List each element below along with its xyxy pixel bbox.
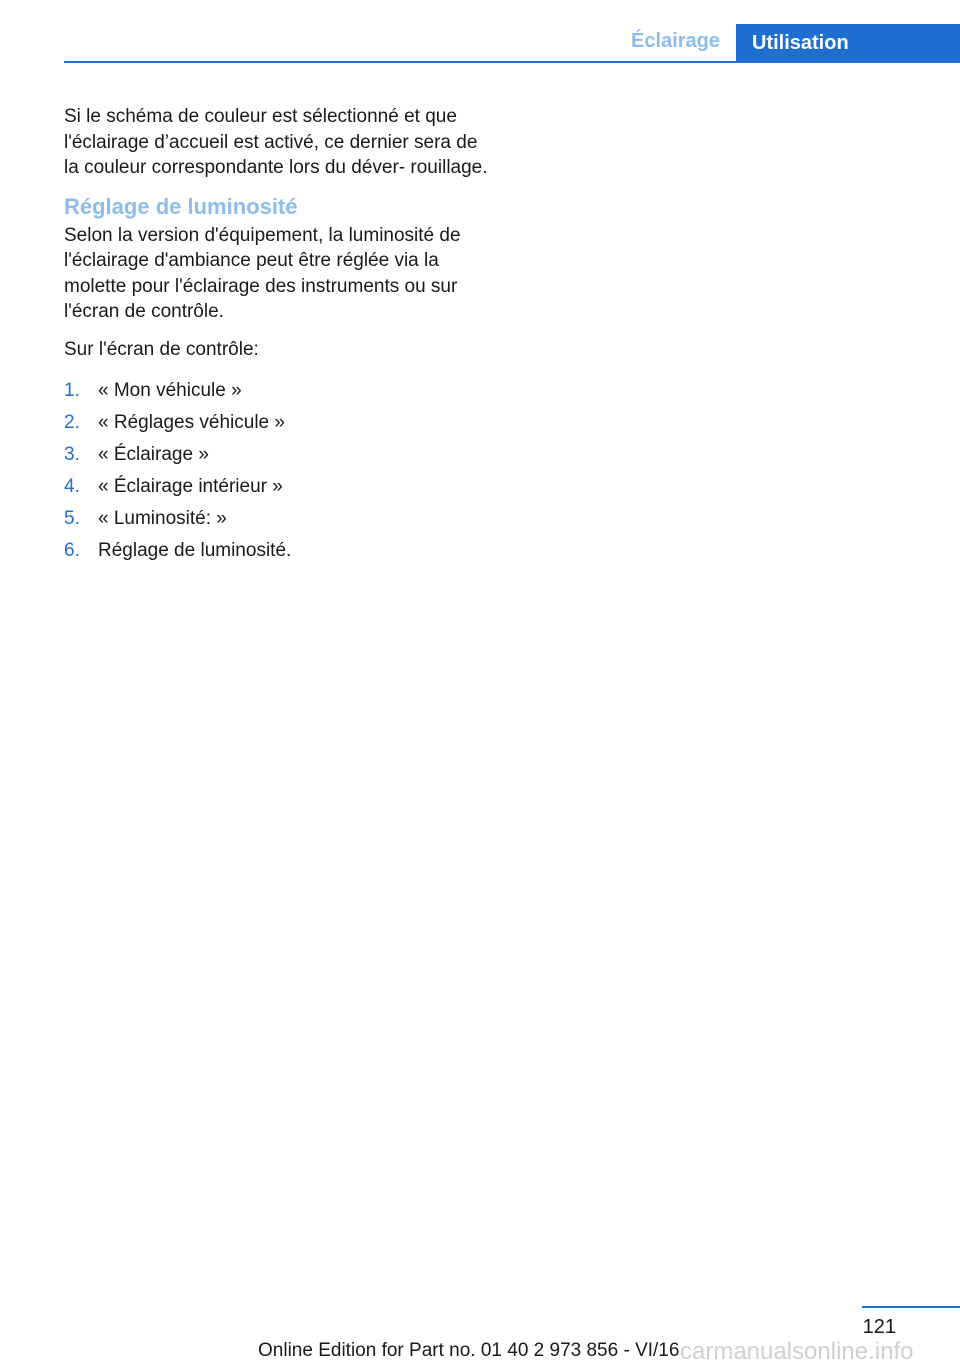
step-text: « Mon véhicule »	[98, 380, 242, 401]
list-item	[64, 442, 494, 474]
step-text: « Luminosité: »	[98, 508, 227, 529]
step-number: 1.	[64, 380, 80, 401]
body-paragraph: Selon la version d'équipement, la luminosité de l'éclairage d'ambiance peut être réglée via la molette pour l'éclairage des instruments ou sur l'écran de contrôle.	[64, 224, 461, 322]
steps-list	[64, 378, 494, 570]
list-item	[64, 538, 494, 570]
page-number: 121	[862, 1316, 896, 1338]
step-text: « Éclairage intérieur »	[98, 476, 283, 497]
footer-rule	[862, 1306, 960, 1308]
header-chapter-tab: Utilisation	[736, 24, 960, 62]
watermark-text: carmanualsonline.info	[680, 1338, 914, 1365]
step-text: « Éclairage »	[98, 444, 209, 465]
list-item	[64, 506, 494, 538]
header-section-title: Éclairage	[631, 30, 720, 52]
header-rule	[64, 61, 960, 63]
edition-note: Online Edition for Part no. 01 40 2 973 856 - VI/16	[258, 1340, 680, 1361]
step-number: 6.	[64, 540, 80, 561]
step-number: 4.	[64, 476, 80, 497]
list-item	[64, 474, 494, 506]
steps-intro: Sur l'écran de contrôle:	[64, 338, 259, 360]
step-number: 3.	[64, 444, 80, 465]
step-text: « Réglages véhicule »	[98, 412, 285, 433]
intro-paragraph: Si le schéma de couleur est sélectionné et que l'éclairage d’accueil est activé, ce dernier sera de la couleur correspondante lors du déver- rouillage.	[64, 106, 488, 178]
step-text: Réglage de luminosité.	[98, 540, 292, 561]
step-number: 5.	[64, 508, 80, 529]
list-item	[64, 378, 494, 410]
step-number: 2.	[64, 412, 80, 433]
section-heading: Réglage de luminosité	[64, 193, 298, 219]
main-content	[64, 104, 494, 570]
list-item	[64, 410, 494, 442]
